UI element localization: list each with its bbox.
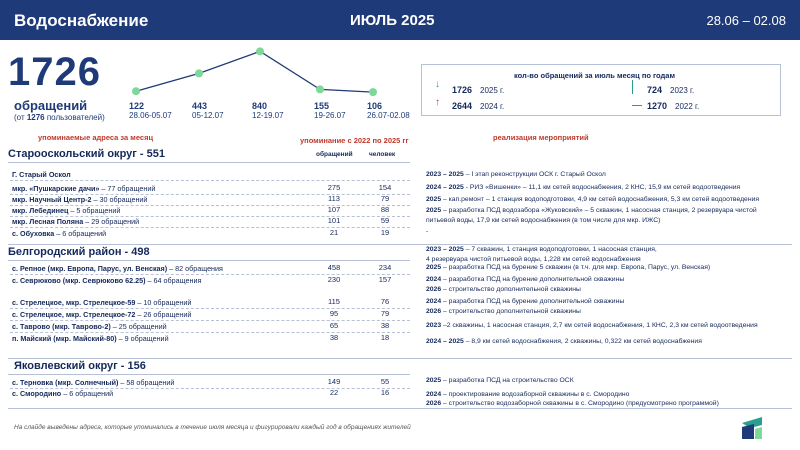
- people-value: 76: [380, 297, 390, 306]
- appeals-value: 22: [329, 388, 339, 397]
- appeals-value: 65: [329, 321, 339, 330]
- appeals-value: 95: [329, 309, 339, 318]
- row-divider: [10, 274, 410, 275]
- measure-item: 2023 – 2025 – I этап реконструкции ОСК г. Старый Оскол: [426, 171, 606, 178]
- address-row: мкр. Лебединец – 5 обращений: [12, 206, 121, 215]
- data-point: [132, 87, 140, 95]
- logo-icon: [740, 415, 764, 441]
- measure-item: 2025 – кап.ремонт – 1 станция водоподготовки, 4,9 км сетей водоснабжения, 5,3 км сетей водоотведения: [426, 196, 760, 203]
- measure-item: 2023 – 2025 – 7 скважин, 1 станция водоподготовки, 1 насосная станция,: [426, 246, 657, 253]
- address-row: мкр. Лесная Поляна – 29 обращений: [12, 217, 140, 226]
- week-label: 106 26.07-02.08: [367, 101, 410, 120]
- row-divider: [10, 308, 410, 309]
- address-row: с. Обуховка – 6 обращений: [12, 229, 107, 238]
- section-divider: [8, 244, 792, 245]
- appeals-value: 230: [327, 275, 341, 284]
- data-point: [256, 47, 264, 55]
- appeals-value: 38: [329, 333, 339, 342]
- dash-marker-icon: [632, 105, 642, 106]
- address-row: с. Репное (мкр. Европа, Парус, ул. Венская) – 82 обращения: [12, 264, 223, 273]
- year-caption: кол-во обращений за июль месяц по годам: [514, 71, 676, 80]
- people-value: 157: [378, 275, 392, 284]
- measure-item: 2024 – проектирование водозаборной скважины в с. Смородино: [426, 391, 630, 398]
- series-line: [136, 51, 373, 92]
- year-2022: 1270 2022 г.: [647, 101, 700, 111]
- appeals-value: 113: [328, 194, 340, 203]
- measure-item: 2024 – 2025 - РИЗ «Вишенки» – 11,1 км сетей водоснабжения, 2 КНС, 15,9 км сетей водоотведения: [426, 184, 741, 191]
- week-label: 122 28.06-05.07: [129, 101, 172, 120]
- year-2023: 724 2023 г.: [647, 85, 695, 95]
- people-value: 154: [378, 183, 392, 192]
- district-heading: Старооскольский округ - 551: [8, 148, 165, 160]
- measure-item: 2026 – строительство дополнительной скважины: [426, 308, 581, 315]
- measure-item: 4 резервуара чистой питьевой воды, 1,228 км сетей водоснабжения: [426, 256, 641, 263]
- measure-item: -: [426, 228, 429, 235]
- row-divider: [10, 320, 410, 321]
- appeals-value: 101: [327, 216, 341, 225]
- row-divider: [10, 227, 410, 228]
- address-row: с. Стрелецкое, мкр. Стрелецкое-72 – 26 обращений: [12, 310, 192, 319]
- measure-item: 2025 – разработка ПСД на строительство ОСК: [426, 377, 574, 384]
- address-row: с. Севрюково (мкр. Севрюково 62.25) – 64 обращения: [12, 276, 202, 285]
- address-row: с. Стрелецкое, мкр. Стрелецкое-59 – 10 обращений: [12, 298, 192, 307]
- header-title: Водоснабжение: [14, 11, 149, 30]
- header-period: ИЮЛЬ 2025: [350, 12, 435, 29]
- people-value: 38: [380, 321, 390, 330]
- year-2024: 2644 2024 г.: [452, 101, 505, 111]
- measure-item: 2024 – разработка ПСД на бурение дополнительной скважины: [426, 298, 625, 305]
- total-label: обращений: [14, 98, 88, 113]
- divider: [8, 374, 410, 375]
- measure-item: 2024 – разработка ПСД на бурение дополнительной скважины: [426, 276, 625, 283]
- people-value: 79: [380, 194, 390, 203]
- addresses-heading: упоминаемые адреса за месяц: [38, 133, 154, 142]
- year-2025: 1726 2025 г.: [452, 85, 505, 95]
- section-divider: [8, 408, 792, 409]
- address-row: мкр. «Пушкарские дачи» – 77 обращений: [12, 184, 156, 193]
- week-label: 155 19-26.07: [314, 101, 346, 120]
- appeals-value: 107: [327, 205, 341, 214]
- measure-item: 2023 –2 скважины, 1 насосная станция, 2,7 км сетей водоснабжения, 1 КНС, 2,3 км сетей водоотведения: [426, 322, 758, 329]
- address-row: Г. Старый Оскол: [12, 170, 71, 179]
- total-appeals: 1726: [8, 50, 101, 94]
- measure-item: 2026 – строительство водозаборной скважины в с. Смородино (предусмотрено программой): [426, 400, 719, 407]
- people-value: 88: [380, 205, 390, 214]
- appeals-column-header: обращений: [316, 151, 353, 158]
- header-dates: 28.06 – 02.08: [706, 13, 786, 28]
- row-divider: [10, 332, 410, 333]
- arrow-down-icon: ↓: [435, 79, 440, 90]
- data-point: [316, 85, 324, 93]
- people-value: 19: [380, 228, 390, 237]
- appeals-value: 21: [329, 228, 339, 237]
- measure-item: питьевой воды, 17,9 км сетей водоснабжения (в том числе для мкр. ИЖС): [426, 217, 661, 224]
- divider: [8, 260, 410, 261]
- measure-item: 2026 – строительство дополнительной скважины: [426, 286, 581, 293]
- appeals-value: 275: [327, 183, 341, 192]
- people-value: 18: [380, 333, 390, 342]
- appeals-value: 458: [327, 263, 341, 272]
- people-value: 79: [380, 309, 390, 318]
- address-row: с. Таврово (мкр. Таврово-2) – 25 обращений: [12, 322, 167, 331]
- address-row: п. Майский (мкр. Майский-80) – 9 обращений: [12, 334, 169, 343]
- footnote: На слайде выведены адреса, которые упоминались в течение июля месяца и фигурировали каждый год в обращениях жителей: [14, 424, 411, 431]
- users-note: (от 1276 пользователей): [14, 113, 105, 122]
- week-label: 840 12-19.07: [252, 101, 284, 120]
- divider: [8, 162, 410, 163]
- week-label: 443 05-12.07: [192, 101, 224, 120]
- vertical-marker-icon: [632, 80, 633, 94]
- row-divider: [10, 180, 410, 181]
- people-value: 234: [378, 263, 392, 272]
- address-row: с. Терновка (мкр. Солнечный) – 58 обращений: [12, 378, 175, 387]
- year-comparison-box: [421, 64, 781, 116]
- measure-item: 2025 – разработка ПСД водозабора «Жуковский» – 5 скважин, 1 насосная станция, 2 резервуара чистой: [426, 207, 757, 214]
- arrow-up-icon: ↑: [435, 97, 440, 108]
- people-value: 55: [380, 377, 390, 386]
- mention-heading: упоминание с 2022 по 2025 гг: [300, 136, 409, 145]
- measure-item: 2025 – разработка ПСД на бурение 5 скважин (в т.ч. для мкр. Европа, Парус, ул. Венская): [426, 264, 711, 271]
- address-row: мкр. Научный Центр-2 – 30 обращений: [12, 195, 148, 204]
- address-row: с. Смородино – 6 обращений: [12, 389, 114, 398]
- people-column-header: человек: [369, 151, 396, 158]
- district-heading: Яковлевский округ - 156: [14, 360, 146, 372]
- section-divider: [8, 358, 792, 359]
- appeals-value: 149: [327, 377, 341, 386]
- people-value: 59: [380, 216, 390, 225]
- data-point: [195, 69, 203, 77]
- data-point: [369, 88, 377, 96]
- appeals-value: 115: [328, 297, 340, 306]
- measures-heading: реализация мероприятий: [493, 133, 589, 142]
- people-value: 16: [380, 388, 390, 397]
- measure-item: 2024 – 2025 – 8,9 км сетей водоснабжения, 2 скважины, 0,322 км сетей водоснабжения: [426, 338, 702, 345]
- district-heading: Белгородский район - 498: [8, 246, 150, 258]
